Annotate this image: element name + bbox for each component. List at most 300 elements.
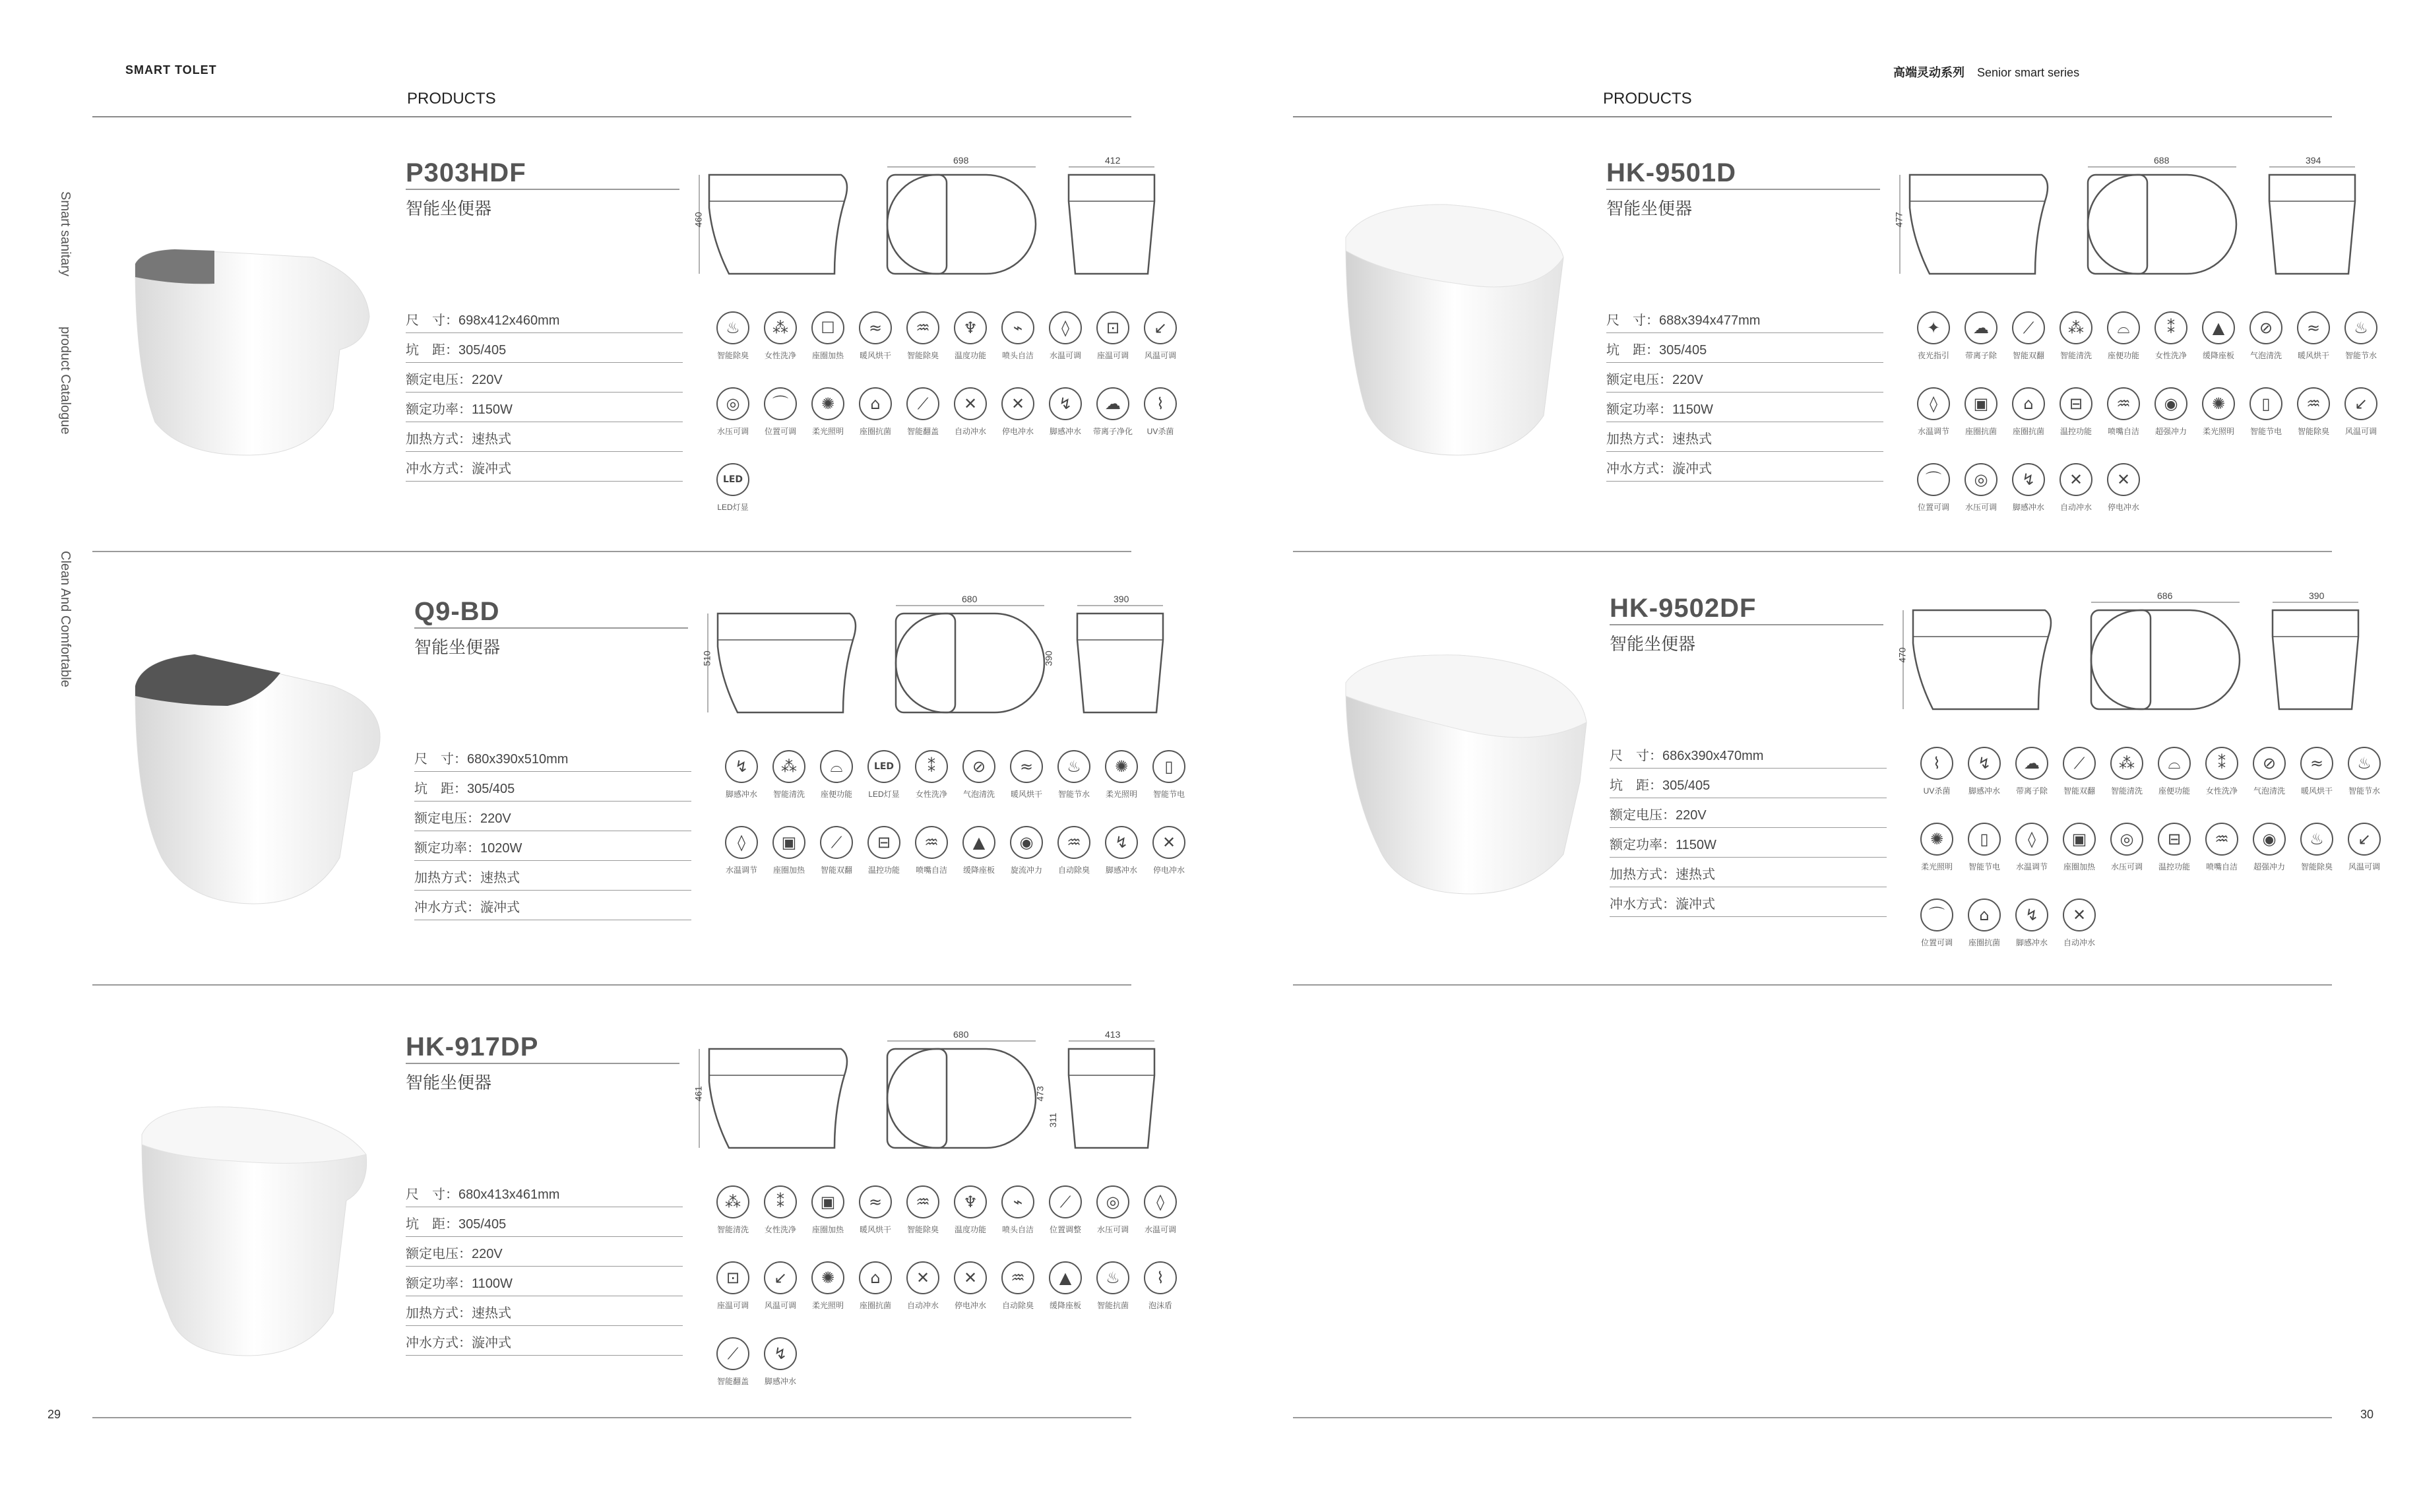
feature-icon-label: 智能翻盖 <box>906 427 939 436</box>
feature-icon-label: 智能清洗 <box>772 790 805 799</box>
feature-icon <box>860 750 908 800</box>
feature-icon-label: 位置可调 <box>764 427 796 436</box>
feature-icon <box>1089 1261 1137 1311</box>
feature-icon-glyph: ⌓ <box>820 750 853 783</box>
spec-row: 冲水方式：漩冲式 <box>1610 887 1887 917</box>
feature-icon-glyph: ♒ <box>906 1185 939 1218</box>
feature-icon-glyph: ⌒ <box>1920 898 1953 931</box>
dimension-label: 413 <box>1105 1029 1121 1040</box>
divider-top-left <box>92 116 1131 117</box>
feature-icon-label: 水温调节 <box>1917 427 1949 436</box>
feature-icon <box>1050 750 1098 800</box>
feature-icon <box>947 1261 994 1311</box>
feature-icon-glyph: ⟋ <box>2012 311 2045 344</box>
feature-icon <box>2005 387 2052 437</box>
feature-icon <box>852 387 899 437</box>
feature-icon <box>899 311 947 361</box>
feature-icon-label: 智能节水 <box>2348 786 2380 796</box>
feature-icon-glyph: ⁑ <box>764 1185 797 1218</box>
feature-icon <box>709 1337 757 1387</box>
feature-icon <box>2052 311 2100 361</box>
feature-icon <box>1042 1185 1089 1235</box>
header-left-title: SMART TOLET <box>125 63 217 77</box>
product-model: HK-9502DF <box>1610 594 1757 623</box>
feature-icon <box>1910 311 1957 361</box>
feature-icon-glyph: ≈ <box>2300 747 2333 780</box>
feature-icon <box>2242 387 2290 437</box>
feature-icon-label: 水压可调 <box>1096 1225 1129 1234</box>
feature-icon-glyph: ⌂ <box>1968 898 2001 931</box>
feature-icon <box>709 311 757 361</box>
feature-icon-glyph: ⟋ <box>1049 1185 1082 1218</box>
feature-icon-glyph: ♒ <box>915 826 948 859</box>
feature-icon <box>2008 747 2056 796</box>
feature-icon-glyph: ⊡ <box>1096 311 1129 344</box>
side-text-smart-sanitary: Smart sanitary <box>58 191 73 276</box>
feature-icon-label: 自动冲水 <box>2059 503 2092 512</box>
feature-icon <box>2337 311 2385 361</box>
feature-icon-glyph: ◊ <box>1144 1185 1177 1218</box>
model-underline <box>406 1063 679 1064</box>
feature-icon-label: 风温可调 <box>2348 862 2380 871</box>
feature-icon-glyph: ⁂ <box>764 311 797 344</box>
feature-icon <box>994 387 1042 437</box>
feature-icon-label: 智能清洗 <box>716 1225 749 1234</box>
feature-icon <box>1961 747 2008 796</box>
feature-icon-label: 气泡清洗 <box>962 790 995 799</box>
feature-icon <box>2290 311 2337 361</box>
feature-icon-label: 女性洗净 <box>2205 786 2238 796</box>
feature-icon <box>804 387 852 437</box>
feature-icon-label: 自动除臭 <box>1001 1301 1034 1310</box>
feature-icon-label: 女性洗净 <box>764 351 796 360</box>
feature-icon-label: 座便功能 <box>2158 786 2190 796</box>
dimension-label: 390 <box>2309 590 2325 601</box>
feature-icon-label: 智能抗菌 <box>1096 1301 1129 1310</box>
feature-icon <box>2147 387 2195 437</box>
feature-icon <box>2293 747 2341 796</box>
feature-icon <box>709 1261 757 1311</box>
feature-icon-glyph: ◎ <box>1096 1185 1129 1218</box>
spec-row: 加热方式：速热式 <box>414 861 691 891</box>
feature-icon-label: 柔光照明 <box>2202 427 2234 436</box>
feature-icon <box>899 1261 947 1311</box>
feature-icon-label: 水温调节 <box>725 866 757 875</box>
spec-table <box>1610 739 1887 917</box>
feature-icon <box>1913 823 1961 872</box>
feature-icon-label: 智能节电 <box>1152 790 1185 799</box>
feature-icon-label: 风温可调 <box>1144 351 1176 360</box>
feature-icon <box>2290 387 2337 437</box>
feature-icon-glyph: ♆ <box>954 311 987 344</box>
feature-icon <box>1910 463 1957 513</box>
feature-icon-grid <box>709 1185 1184 1387</box>
series-name-cn: 高端灵动系列 <box>1893 66 1965 79</box>
divider-top-right <box>1293 116 2332 117</box>
feature-icon-label: 温控功能 <box>2059 427 2092 436</box>
feature-icon-label: 喷嘴自洁 <box>2107 427 2139 436</box>
toilet-photo <box>1326 198 1577 462</box>
feature-icon <box>2198 747 2246 796</box>
feature-icon-label: LED灯显 <box>717 503 749 512</box>
feature-icon-glyph: ♒ <box>906 311 939 344</box>
feature-icon-glyph: ◎ <box>1965 463 1997 496</box>
feature-icon-label: 喷嘴自洁 <box>2205 862 2238 871</box>
feature-icon-glyph: ▲ <box>2202 311 2235 344</box>
feature-icon <box>2195 387 2242 437</box>
feature-icon-glyph: ⌇ <box>1144 387 1177 420</box>
feature-icon-label: 暖风烘干 <box>2300 786 2333 796</box>
feature-icon <box>709 387 757 437</box>
technical-drawing <box>1893 597 2381 729</box>
dimension-label: 473 <box>1034 1086 1046 1102</box>
feature-icon <box>1003 750 1050 800</box>
feature-icon <box>2056 747 2103 796</box>
feature-icon <box>2151 823 2198 872</box>
feature-icon-grid <box>718 750 1193 875</box>
feature-icon-glyph: ↯ <box>1049 387 1082 420</box>
feature-icon <box>2005 311 2052 361</box>
feature-icon-label: 喷头自洁 <box>1001 351 1034 360</box>
feature-icon-label: 温度功能 <box>954 1225 986 1234</box>
feature-icon-label: 智能双翻 <box>2063 786 2095 796</box>
feature-icon-label: 脚感冲水 <box>1049 427 1081 436</box>
feature-icon-label: 智能双翻 <box>2012 351 2044 360</box>
feature-icon-glyph: ✕ <box>1001 387 1034 420</box>
feature-icon <box>2100 387 2147 437</box>
dimension-label: 698 <box>953 155 969 166</box>
feature-icon <box>2246 747 2293 796</box>
feature-icon-label: 柔光照明 <box>811 427 844 436</box>
feature-icon-label: 风温可调 <box>2344 427 2377 436</box>
spec-row: 额定电压：220V <box>1606 363 1883 393</box>
feature-icon-label: 脚感冲水 <box>764 1377 796 1386</box>
feature-icon <box>757 387 804 437</box>
feature-icon <box>1137 311 1184 361</box>
feature-icon-glyph: ↙ <box>2344 387 2377 420</box>
feature-icon <box>994 1185 1042 1235</box>
feature-icon-label: 水压可调 <box>2110 862 2143 871</box>
feature-icon-label: 座圈抗菌 <box>2012 427 2044 436</box>
feature-icon <box>1003 826 1050 875</box>
feature-icon-label: 缓降座板 <box>962 866 995 875</box>
feature-icon-label: 喷嘴自洁 <box>915 866 947 875</box>
feature-icon-label: 座圈抗菌 <box>1968 938 2000 947</box>
feature-icon <box>804 1185 852 1235</box>
feature-icon-label: 带离子除 <box>1965 351 1997 360</box>
feature-icon-label: 智能节电 <box>1968 862 2000 871</box>
spec-row: 额定功率：1150W <box>1610 828 1887 858</box>
feature-icon-label: 智能节水 <box>1057 790 1090 799</box>
feature-icon-label: 脚感冲水 <box>2015 938 2048 947</box>
feature-icon-glyph: ◊ <box>2015 823 2048 856</box>
toilet-photo <box>115 646 393 910</box>
feature-icon <box>908 826 955 875</box>
feature-icon <box>718 750 765 800</box>
feature-icon <box>2198 823 2246 872</box>
feature-icon <box>955 750 1003 800</box>
feature-icon-glyph: ⁂ <box>2110 747 2143 780</box>
feature-icon-glyph: LED <box>716 463 749 496</box>
spec-row: 额定功率：1100W <box>406 1267 683 1296</box>
spec-row: 额定电压：220V <box>406 1237 683 1267</box>
feature-icon-glyph: ◊ <box>725 826 758 859</box>
dimension-label: 510 <box>701 650 712 666</box>
feature-icon-label: 气泡清洗 <box>2249 351 2282 360</box>
feature-icon-glyph: ☁ <box>1965 311 1997 344</box>
feature-icon-glyph: ♒ <box>1057 826 1090 859</box>
feature-icon <box>852 1261 899 1311</box>
feature-icon <box>1137 387 1184 437</box>
feature-icon <box>765 826 813 875</box>
feature-icon-glyph: ↯ <box>1105 826 1138 859</box>
feature-icon-glyph: ✦ <box>1917 311 1950 344</box>
feature-icon-label: 脚感冲水 <box>1968 786 2000 796</box>
feature-icon-glyph: ✺ <box>1920 823 1953 856</box>
spec-row: 冲水方式：漩冲式 <box>1606 452 1883 482</box>
feature-icon-label: 温控功能 <box>2158 862 2190 871</box>
feature-icon <box>2100 463 2147 513</box>
feature-icon-glyph: ☐ <box>811 311 844 344</box>
feature-icon-label: 座圈加热 <box>811 1225 844 1234</box>
side-text-clean: Clean And Comfortable <box>58 551 73 687</box>
feature-icon-label: 温度功能 <box>954 351 986 360</box>
feature-icon-label: 智能除臭 <box>2300 862 2333 871</box>
feature-icon-label: 停电冲水 <box>954 1301 986 1310</box>
page-number-right: 30 <box>2360 1408 2374 1421</box>
divider-bottom-right <box>1293 1417 2332 1418</box>
product-model: Q9-BD <box>414 597 500 626</box>
feature-icon <box>1910 387 1957 437</box>
feature-icon-glyph: ⊡ <box>716 1261 749 1294</box>
feature-icon <box>757 311 804 361</box>
products-label-right: PRODUCTS <box>1603 90 1692 108</box>
feature-icon-glyph: ✕ <box>906 1261 939 1294</box>
spec-row: 加热方式：速热式 <box>406 1296 683 1326</box>
technical-drawing <box>1890 162 2378 294</box>
spec-row: 额定电压：220V <box>414 802 691 831</box>
feature-icon <box>765 750 813 800</box>
spec-row: 额定电压：220V <box>406 363 683 393</box>
feature-icon <box>1042 387 1089 437</box>
feature-icon-glyph: ↯ <box>764 1337 797 1370</box>
feature-icon-label: 脚感冲水 <box>1105 866 1137 875</box>
feature-icon-label: 柔光照明 <box>1920 862 1953 871</box>
spec-row: 额定电压：220V <box>1610 798 1887 828</box>
feature-icon-glyph: ⟋ <box>820 826 853 859</box>
feature-icon <box>1957 463 2005 513</box>
feature-icon-glyph: ♨ <box>2348 747 2381 780</box>
feature-icon <box>2103 747 2151 796</box>
feature-icon-label: 座圈加热 <box>772 866 805 875</box>
feature-icon-label: 位置调整 <box>1049 1225 1081 1234</box>
spec-row: 尺 寸：688x394x477mm <box>1606 303 1883 333</box>
toilet-photo <box>1326 650 1596 900</box>
feature-icon <box>757 1261 804 1311</box>
feature-icon-label: 女性洗净 <box>764 1225 796 1234</box>
feature-icon-glyph: ◉ <box>2253 823 2286 856</box>
feature-icon-glyph: ◉ <box>2154 387 2187 420</box>
feature-icon-label: 自动冲水 <box>2063 938 2095 947</box>
feature-icon-label: 座温可调 <box>716 1301 749 1310</box>
feature-icon-glyph: ✕ <box>1152 826 1185 859</box>
feature-icon-label: 旋流冲力 <box>1010 866 1042 875</box>
feature-icon <box>860 826 908 875</box>
feature-icon <box>1957 387 2005 437</box>
feature-icon-label: 超强冲力 <box>2154 427 2187 436</box>
model-underline <box>1606 189 1880 190</box>
feature-icon-grid <box>1913 747 2388 948</box>
feature-icon <box>1098 750 1145 800</box>
feature-icon-glyph: ♒ <box>2297 387 2330 420</box>
feature-icon-label: 暖风烘干 <box>1010 790 1042 799</box>
feature-icon-glyph: ⌇ <box>1144 1261 1177 1294</box>
spec-row: 坑 距：305/405 <box>414 772 691 802</box>
feature-icon <box>2052 463 2100 513</box>
product-model: HK-917DP <box>406 1032 539 1061</box>
feature-icon-label: 智能除臭 <box>716 351 749 360</box>
feature-icon-label: 柔光照明 <box>1105 790 1137 799</box>
feature-icon <box>2337 387 2385 437</box>
feature-icon-grid <box>1910 311 2385 513</box>
dimension-label: 390 <box>1043 650 1054 666</box>
feature-icon-glyph: ▯ <box>2249 387 2282 420</box>
feature-icon <box>852 311 899 361</box>
feature-icon <box>718 826 765 875</box>
feature-icon-glyph: ✕ <box>2059 463 2092 496</box>
feature-icon <box>899 1185 947 1235</box>
feature-icon-grid <box>709 311 1184 513</box>
technical-drawing <box>698 600 1186 732</box>
feature-icon-label: 女性洗净 <box>2154 351 2187 360</box>
product-category: 智能坐便器 <box>406 199 492 218</box>
feature-icon-glyph: ♨ <box>716 311 749 344</box>
feature-icon-label: 风温可调 <box>764 1301 796 1310</box>
feature-icon-glyph: ⁂ <box>2059 311 2092 344</box>
feature-icon-label: 自动冲水 <box>954 427 986 436</box>
feature-icon-label: 暖风烘干 <box>2297 351 2329 360</box>
feature-icon-glyph: ↙ <box>764 1261 797 1294</box>
feature-icon-glyph: ✺ <box>811 387 844 420</box>
feature-icon-label: 座便功能 <box>820 790 852 799</box>
feature-icon <box>1089 311 1137 361</box>
feature-icon-glyph: ⌇ <box>1920 747 1953 780</box>
feature-icon-label: 座圈加热 <box>2063 862 2095 871</box>
feature-icon <box>2151 747 2198 796</box>
feature-icon-label: 泡沫盾 <box>1148 1301 1172 1310</box>
feature-icon-label: 带离子净化 <box>1092 427 1133 436</box>
feature-icon <box>2056 823 2103 872</box>
feature-icon-glyph: ▣ <box>772 826 805 859</box>
feature-icon <box>1137 1185 1184 1235</box>
feature-icon <box>2341 823 2388 872</box>
feature-icon-label: 脚感冲水 <box>725 790 757 799</box>
feature-icon-label: 水温调节 <box>2015 862 2048 871</box>
spec-table <box>406 303 683 482</box>
feature-icon-glyph: ✕ <box>954 1261 987 1294</box>
feature-icon-glyph: ▲ <box>1049 1261 1082 1294</box>
feature-icon-glyph: ♨ <box>2344 311 2377 344</box>
product-category: 智能坐便器 <box>1610 634 1696 654</box>
feature-icon-label: 位置可调 <box>1920 938 1953 947</box>
feature-icon-glyph: ⟋ <box>716 1337 749 1370</box>
feature-icon-glyph: ♒ <box>2107 387 2140 420</box>
feature-icon <box>2005 463 2052 513</box>
feature-icon <box>1042 1261 1089 1311</box>
feature-icon-glyph: ◊ <box>1049 311 1082 344</box>
feature-icon <box>1089 387 1137 437</box>
feature-icon-glyph: ≈ <box>2297 311 2330 344</box>
feature-icon-glyph: ☁ <box>2015 747 2048 780</box>
feature-icon-glyph: ⌒ <box>764 387 797 420</box>
feature-icon <box>709 1185 757 1235</box>
spec-row: 尺 寸：680x390x510mm <box>414 742 691 772</box>
dimension-label: 461 <box>693 1086 704 1102</box>
feature-icon-label: 缓降座板 <box>1049 1301 1081 1310</box>
feature-icon-glyph: ⁂ <box>772 750 805 783</box>
dimension-label: 460 <box>693 212 704 228</box>
product-category: 智能坐便器 <box>1606 199 1693 218</box>
feature-icon <box>1042 311 1089 361</box>
feature-icon-glyph: ≈ <box>859 1185 892 1218</box>
spec-row: 冲水方式：漩冲式 <box>414 891 691 920</box>
dimension-label: 680 <box>962 594 978 604</box>
feature-icon-glyph: ▣ <box>1965 387 1997 420</box>
feature-icon-label: 暖风烘干 <box>859 1225 891 1234</box>
feature-icon <box>1913 747 1961 796</box>
feature-icon-label: 水压可调 <box>1965 503 1997 512</box>
feature-icon-glyph: ✺ <box>811 1261 844 1294</box>
spec-row: 额定功率：1150W <box>1606 393 1883 422</box>
feature-icon-glyph: ⌓ <box>2107 311 2140 344</box>
feature-icon-glyph: ⁑ <box>2154 311 2187 344</box>
feature-icon-glyph: ✕ <box>2063 898 2096 931</box>
feature-icon-label: 座圈抗菌 <box>859 1301 891 1310</box>
spec-row: 冲水方式：漩冲式 <box>406 1326 683 1356</box>
feature-icon-glyph: ♨ <box>1096 1261 1129 1294</box>
feature-icon <box>994 1261 1042 1311</box>
feature-icon-glyph: ⁑ <box>915 750 948 783</box>
feature-icon-label: 智能除臭 <box>2297 427 2329 436</box>
dimension-label: 412 <box>1105 155 1121 166</box>
feature-icon-glyph: ⌓ <box>2158 747 2191 780</box>
spec-row: 坑 距：305/405 <box>406 1207 683 1237</box>
toilet-photo <box>115 1095 379 1359</box>
feature-icon <box>2246 823 2293 872</box>
feature-icon-glyph: ⁑ <box>2205 747 2238 780</box>
feature-icon <box>757 1185 804 1235</box>
model-underline <box>406 189 679 190</box>
feature-icon <box>947 1185 994 1235</box>
feature-icon <box>2195 311 2242 361</box>
feature-icon-glyph: ⊘ <box>962 750 995 783</box>
feature-icon <box>2242 311 2290 361</box>
feature-icon-label: 夜光指引 <box>1917 351 1949 360</box>
feature-icon-glyph: ⊟ <box>2059 387 2092 420</box>
feature-icon-label: 座圈加热 <box>811 351 844 360</box>
feature-icon-label: 座温可调 <box>1096 351 1129 360</box>
feature-icon-glyph: ✕ <box>2107 463 2140 496</box>
product-model: P303HDF <box>406 158 526 187</box>
spec-row: 坑 距：305/405 <box>1610 769 1887 798</box>
divider-bottom-left <box>92 1417 1131 1418</box>
feature-icon-glyph: ↯ <box>725 750 758 783</box>
feature-icon <box>2008 898 2056 948</box>
feature-icon <box>1961 898 2008 948</box>
feature-icon-glyph: ♨ <box>2300 823 2333 856</box>
feature-icon-glyph: ⌁ <box>1001 1185 1034 1218</box>
feature-icon-label: 座圈抗菌 <box>1965 427 1997 436</box>
